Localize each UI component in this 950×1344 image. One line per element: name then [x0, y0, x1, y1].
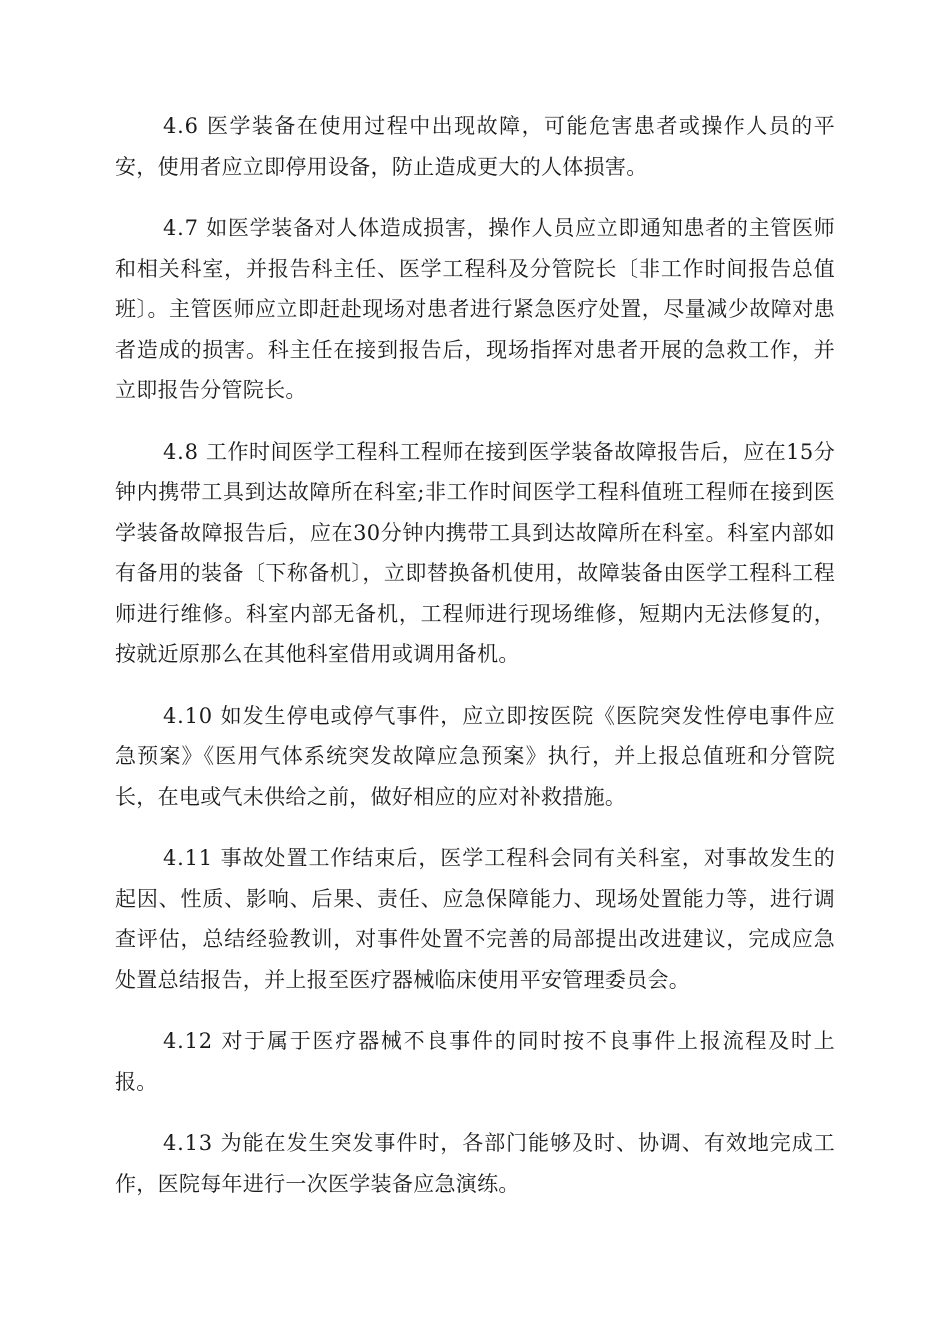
clause-text: 工作时间医学工程科工程师在接到医学装备故障报告后，应在15分钟内携带工具到达故障所在科室;非工作时间医学工程科值班工程师在接到医学装备故障报告后，应在30分钟内携带工具到达故障所在科室。科室内部如有备用的装备〔下称备机〕，立即替换备机使用，故障装备由医学工程科工程师进行维修。科室内部无备机，工程师进行现场维修，短期内无法修复的，按就近原那么在其他科室借用或调用备机。	[115, 439, 835, 666]
clause-number: 4.12	[163, 1029, 213, 1053]
clause-text: 如医学装备对人体造成损害，操作人员应立即通知患者的主管医师和相关科室，并报告科主任、医学工程科及分管院长〔非工作时间报告总值班〕。主管医师应立即赶赴现场对患者进行紧急医疗处置，尽量减少故障对患者造成的损害。科主任在接到报告后，现场指挥对患者开展的急救工作，并立即报告分管院长。	[115, 216, 835, 402]
paragraph-4-11	[115, 838, 835, 1000]
document-page	[115, 106, 835, 1225]
clause-text: 如发生停电或停气事件，应立即按医院《医院突发性停电事件应急预案》《医用气体系统突发故障应急预案》执行，并上报总值班和分管院长，在电或气未供给之前，做好相应的应对补救措施。	[115, 703, 835, 809]
clause-number: 4.8	[163, 439, 199, 464]
paragraph-4-13	[115, 1123, 835, 1204]
paragraph-4-10	[115, 696, 835, 818]
clause-number: 4.10	[163, 703, 213, 728]
clause-text: 医学装备在使用过程中出现故障，可能危害患者或操作人员的平安，使用者应立即停用设备，防止造成更大的人体损害。	[115, 114, 835, 179]
paragraph-4-8	[115, 432, 835, 675]
paragraph-4-12	[115, 1021, 835, 1102]
clause-text: 对于属于医疗器械不良事件的同时按不良事件上报流程及时上报。	[115, 1029, 835, 1094]
clause-number: 4.11	[163, 846, 213, 870]
clause-text: 事故处置工作结束后，医学工程科会同有关科室，对事故发生的起因、性质、影响、后果、责任、应急保障能力、现场处置能力等，进行调查评估，总结经验教训，对事件处置不完善的局部提出改进建议，完成应急处置总结报告，并上报至医疗器械临床使用平安管理委员会。	[115, 846, 835, 992]
paragraph-4-7	[115, 208, 835, 411]
clause-text: 为能在发生突发事件时，各部门能够及时、协调、有效地完成工作，医院每年进行一次医学装备应急演练。	[115, 1131, 835, 1196]
clause-number: 4.7	[163, 216, 199, 240]
clause-number: 4.13	[163, 1131, 213, 1155]
paragraph-4-6	[115, 106, 835, 187]
clause-number: 4.6	[163, 114, 199, 138]
